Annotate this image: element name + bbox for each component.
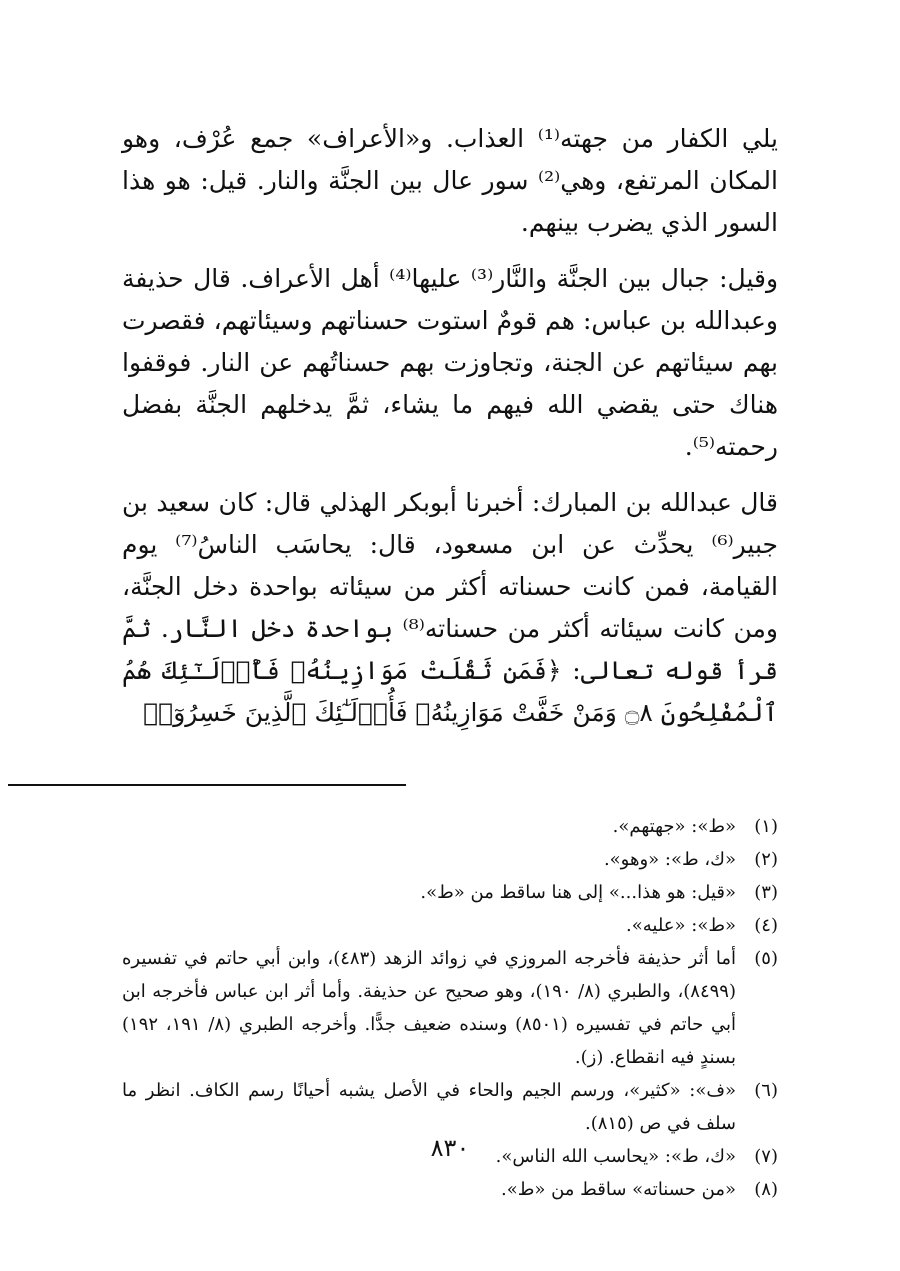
footnote-text: «ط»: «عليه».	[626, 915, 736, 936]
footnote-number: (٣)	[754, 882, 778, 903]
footnote-text: أما أثر حذيفة فأخرجه المروزي في زوائد الزهد (٤٨٣)، وابن أبي حاتم في تفسيره (٨٤٩٩)، والطبري (٨/ ١٩٠)، وهو صحيح عن حذيفة. وأما أثر ابن عباس فأخرجه ابن أبي حاتم في تفسيره (٨٥٠١) وسنده ضعيف جدًّا. وأخرجه الطبري (٨/ ١٩١، ١٩٢) بسندٍ فيه انقطاع. (ز).	[122, 948, 736, 1068]
footnote-6	[122, 1074, 778, 1140]
footnote-8	[122, 1173, 778, 1206]
footnote-text: «ك، ط»: «وهو».	[603, 849, 736, 870]
footnote-number: (١)	[754, 816, 778, 837]
footnote-text: «قيل: هو هذا...» إلى هنا ساقط من «ط».	[420, 882, 736, 903]
body-paragraph-1: يلي الكفار من جهته⁽¹⁾ العذاب. و«الأعراف» جمع عُرْف، وهو المكان المرتفع، وهي⁽²⁾ سور عال بين الجنَّة والنار. قيل: هو هذا السور الذي يضرب بينهم.	[122, 124, 778, 237]
footnote-number: (٢)	[754, 849, 778, 870]
page-number: ٨٣٠	[430, 1134, 470, 1162]
footnote-number: (٧)	[754, 1146, 778, 1167]
footnote-1	[122, 810, 778, 843]
footnote-number: (٨)	[754, 1179, 778, 1200]
footnote-5	[122, 942, 778, 1074]
body-paragraph-3: قال عبدالله بن المبارك: أخبرنا أبوبكر الهذلي قال: كان سعيد بن جبير⁽⁶⁾ يحدِّث عن ابن مسعود، قال: يحاسَب الناسُ⁽⁷⁾ يوم القيامة، فمن كانت حسناته أكثر من سيئاته بواحدة دخل الجنَّة، ومن كانت سيئاته أكثر من حسناته⁽⁸⁾ بواحدة دخل النَّار. ثمَّ قرأ قوله تعالى: ﴿فَمَن ثَقُلَتْ مَوَازِينُهُۥ فَأُو۟لَـٰٓئِكَ هُمُ ٱلْمُفْلِحُونَ ۝٨ وَمَنْ خَفَّتْ مَوَازِينُهُۥ فَأُو۟لَـٰٓئِكَ ٱلَّذِينَ خَسِرُوٓا۟	[122, 488, 779, 727]
footnote-4	[122, 909, 778, 942]
footnote-text: «ك، ط»: «يحاسب الله الناس».	[495, 1146, 736, 1167]
footnote-text: «من حسناته» ساقط من «ط».	[500, 1179, 736, 1200]
footnote-number: (٤)	[754, 915, 778, 936]
footnote-2	[122, 843, 778, 876]
footnote-text: «ط»: «جهتهم».	[612, 816, 736, 837]
footnote-number: (٦)	[754, 1080, 778, 1101]
footnote-separator	[8, 784, 406, 786]
footnote-number: (٥)	[754, 948, 778, 969]
footnote-text: «ف»: «كثير»، ورسم الجيم والحاء في الأصل يشبه أحيانًا رسم الكاف. انظر ما سلف في ص (٨١٥).	[122, 1080, 736, 1134]
footnote-3	[122, 876, 778, 909]
body-paragraph-2: وقيل: جبال بين الجنَّة والنَّار⁽³⁾ عليها⁽⁴⁾ أهل الأعراف. قال حذيفة وعبدالله بن عباس: هم قومٌ استوت حسناتهم وسيئاتهم، فقصرت بهم سيئاتهم عن الجنة، وتجاوزت بهم حسناتُهم عن النار. فوقفوا هناك حتى يقضي الله فيهم ما يشاء، ثمَّ يدخلهم الجنَّة بفضل رحمته⁽⁵⁾.	[122, 264, 779, 461]
